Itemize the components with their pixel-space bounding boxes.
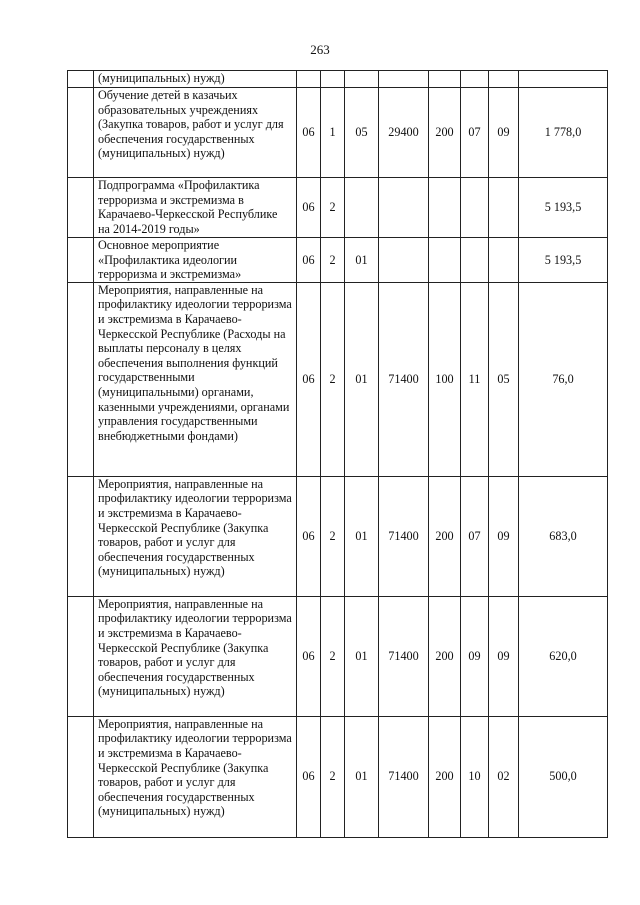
table-row — [68, 88, 608, 178]
description-cell: Основное мероприятие «Профилактика идеологии терроризма и экстремизма» — [94, 238, 297, 283]
description-cell: Мероприятия, направленные на профилактику идеологии терроризма и экстремизма в Карачаево-Черкесской Республике (Закупка товаров, работ и услуг для обеспечения государственных (муниципальных) нужд) — [94, 596, 297, 716]
ministry-cell: 06 — [297, 282, 321, 476]
description-cell: Мероприятия, направленные на профилактику идеологии терроризма и экстремизма в Карачаево-Черкесской Республике (Закупка товаров, работ и услуг для обеспечения государственных (муниципальных) нужд) — [94, 716, 297, 837]
subsection-cell: 01 — [345, 238, 379, 283]
target-cell: 29400 — [379, 88, 429, 178]
target-cell: 71400 — [379, 476, 429, 596]
section-cell: 2 — [321, 178, 345, 238]
page-number: 263 — [310, 42, 330, 57]
expense-cell: 200 — [429, 716, 461, 837]
row-index-cell — [68, 71, 94, 88]
target-cell — [379, 71, 429, 88]
ministry-cell: 06 — [297, 238, 321, 283]
code2-cell: 02 — [489, 716, 519, 837]
ministry-cell: 06 — [297, 716, 321, 837]
target-cell: 71400 — [379, 716, 429, 837]
amount-cell: 5 193,5 — [519, 238, 608, 283]
subsection-cell — [345, 71, 379, 88]
budget-table — [67, 70, 608, 838]
code1-cell: 09 — [461, 596, 489, 716]
code1-cell: 10 — [461, 716, 489, 837]
code2-cell: 05 — [489, 282, 519, 476]
expense-cell — [429, 178, 461, 238]
description-cell: Мероприятия, направленные на профилактику идеологии терроризма и экстремизма в Карачаево-Черкесской Республике (Закупка товаров, работ и услуг для обеспечения государственных (муниципальных) нужд) — [94, 476, 297, 596]
section-cell: 2 — [321, 282, 345, 476]
code2-cell: 09 — [489, 596, 519, 716]
target-cell: 71400 — [379, 596, 429, 716]
expense-cell: 100 — [429, 282, 461, 476]
amount-cell — [519, 71, 608, 88]
code1-cell — [461, 178, 489, 238]
target-cell — [379, 238, 429, 283]
subsection-cell: 01 — [345, 716, 379, 837]
code1-cell: 07 — [461, 476, 489, 596]
target-cell: 71400 — [379, 282, 429, 476]
row-index-cell — [68, 178, 94, 238]
section-cell — [321, 71, 345, 88]
section-cell: 2 — [321, 238, 345, 283]
section-cell: 2 — [321, 716, 345, 837]
ministry-cell — [297, 71, 321, 88]
expense-cell — [429, 71, 461, 88]
subsection-cell: 05 — [345, 88, 379, 178]
table-body — [68, 71, 608, 838]
code2-cell — [489, 178, 519, 238]
code2-cell: 09 — [489, 88, 519, 178]
code2-cell: 09 — [489, 476, 519, 596]
table-row — [68, 282, 608, 476]
subsection-cell: 01 — [345, 476, 379, 596]
expense-cell — [429, 238, 461, 283]
table-row — [68, 596, 608, 716]
table-row — [68, 71, 608, 88]
amount-cell: 76,0 — [519, 282, 608, 476]
expense-cell: 200 — [429, 596, 461, 716]
row-index-cell — [68, 238, 94, 283]
ministry-cell: 06 — [297, 476, 321, 596]
ministry-cell: 06 — [297, 88, 321, 178]
code2-cell — [489, 71, 519, 88]
description-cell: Подпрограмма «Профилактика терроризма и экстремизма в Карачаево-Черкесской Республике на 2014-2019 годы» — [94, 178, 297, 238]
code1-cell: 11 — [461, 282, 489, 476]
subsection-cell: 01 — [345, 596, 379, 716]
code1-cell — [461, 238, 489, 283]
table-row — [68, 178, 608, 238]
section-cell: 2 — [321, 596, 345, 716]
row-index-cell — [68, 476, 94, 596]
target-cell — [379, 178, 429, 238]
expense-cell: 200 — [429, 476, 461, 596]
code2-cell — [489, 238, 519, 283]
section-cell: 1 — [321, 88, 345, 178]
code1-cell: 07 — [461, 88, 489, 178]
expense-cell: 200 — [429, 88, 461, 178]
code1-cell — [461, 71, 489, 88]
amount-cell: 5 193,5 — [519, 178, 608, 238]
amount-cell: 683,0 — [519, 476, 608, 596]
row-index-cell — [68, 88, 94, 178]
ministry-cell: 06 — [297, 178, 321, 238]
ministry-cell: 06 — [297, 596, 321, 716]
description-cell: (муниципальных) нужд) — [94, 71, 297, 88]
row-index-cell — [68, 716, 94, 837]
amount-cell: 500,0 — [519, 716, 608, 837]
amount-cell: 1 778,0 — [519, 88, 608, 178]
table-row — [68, 716, 608, 837]
description-cell: Мероприятия, направленные на профилактику идеологии терроризма и экстремизма в Карачаево-Черкесской Республике (Расходы на выплаты персоналу в целях обеспечения выполнения функций государственными (муниципальными) органами, казенными учреждениями, органами управления государственными внебюджетными фондами) — [94, 282, 297, 476]
row-index-cell — [68, 596, 94, 716]
subsection-cell — [345, 178, 379, 238]
section-cell: 2 — [321, 476, 345, 596]
subsection-cell: 01 — [345, 282, 379, 476]
description-cell: Обучение детей в казачьих образовательных учреждениях (Закупка товаров, работ и услуг для обеспечения государственных (муниципальных) нужд) — [94, 88, 297, 178]
table-row — [68, 238, 608, 283]
row-index-cell — [68, 282, 94, 476]
table-row — [68, 476, 608, 596]
amount-cell: 620,0 — [519, 596, 608, 716]
